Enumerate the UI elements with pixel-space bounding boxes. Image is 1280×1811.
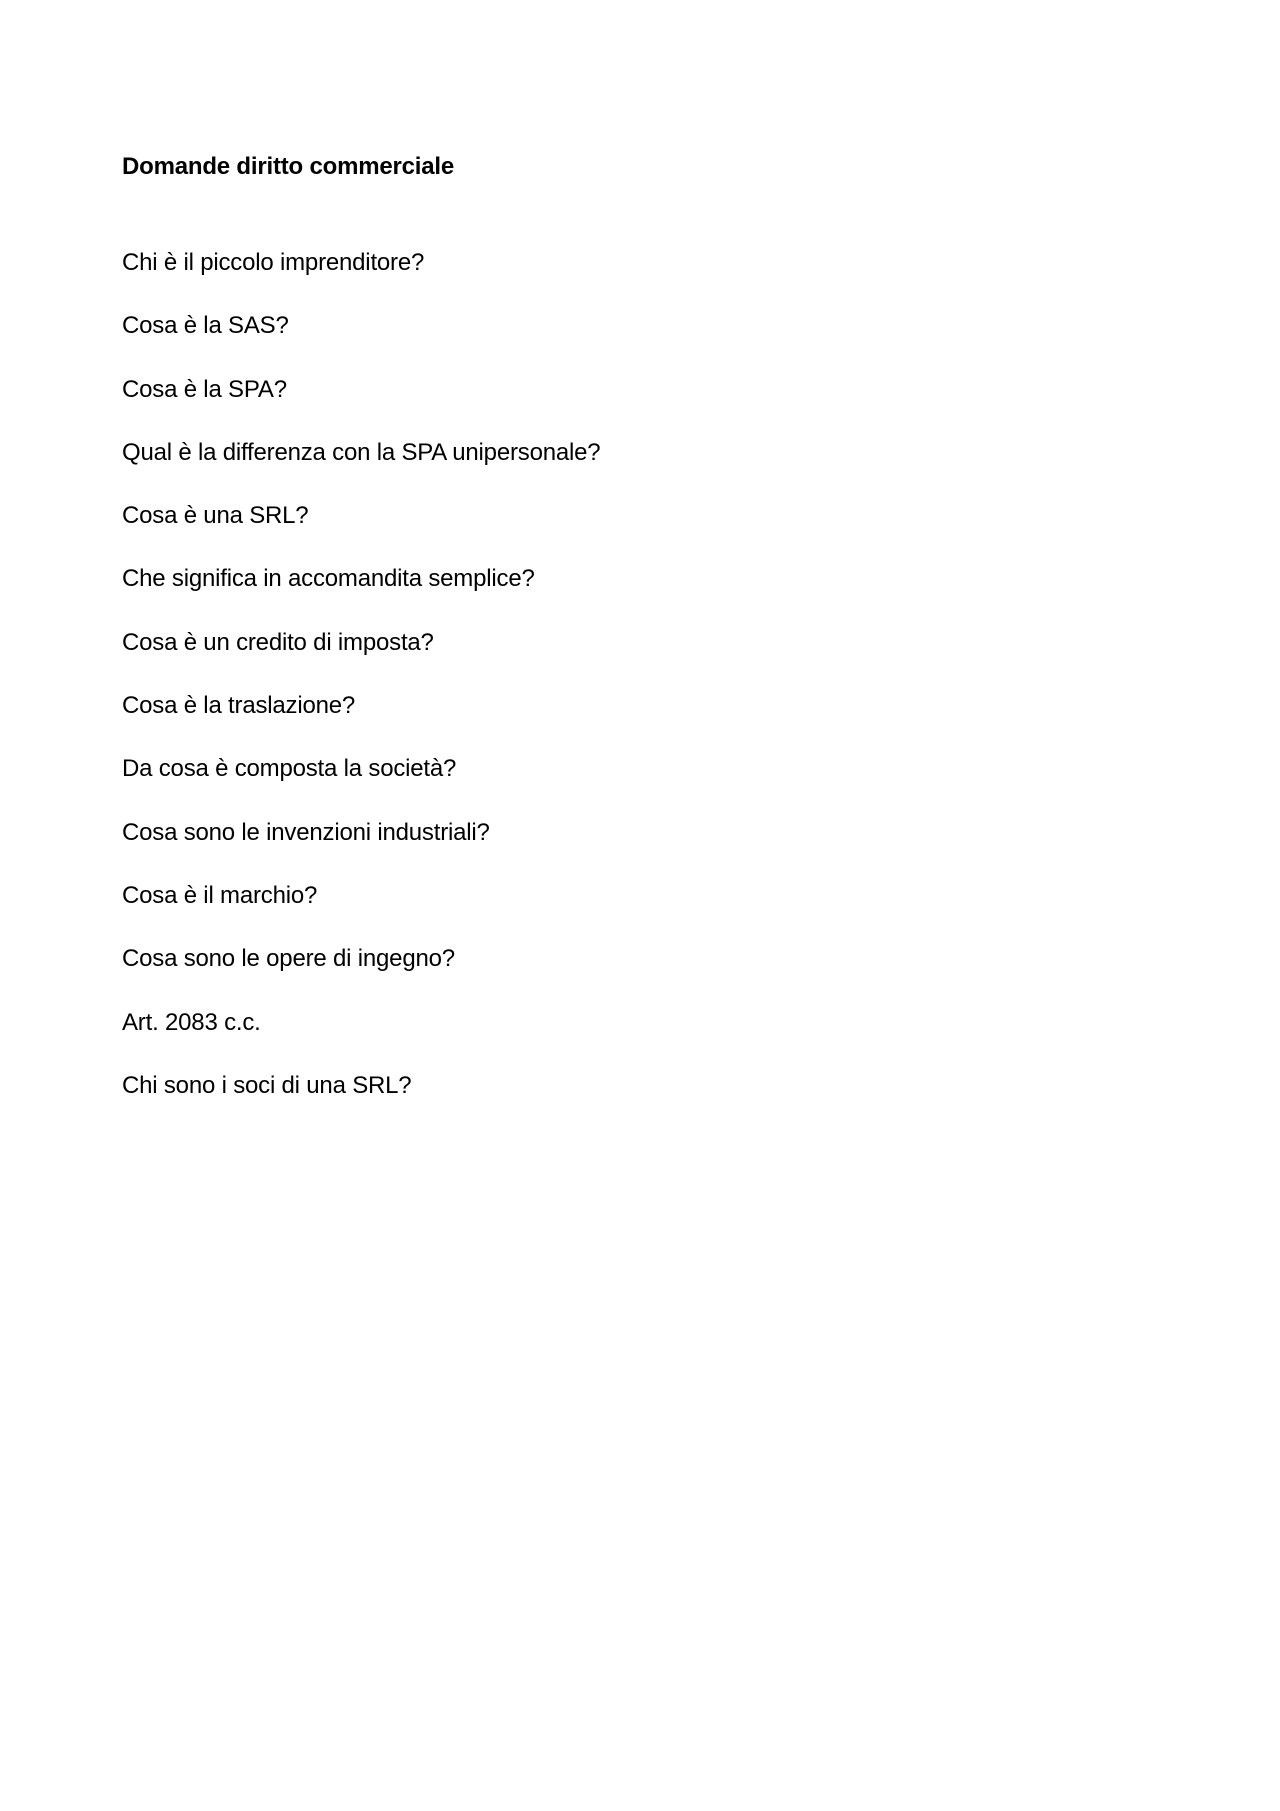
question-item: Cosa sono le invenzioni industriali? <box>122 818 490 846</box>
question-item: Che significa in accomandita semplice? <box>122 565 535 593</box>
question-list <box>122 249 600 1135</box>
question-item: Cosa è la traslazione? <box>122 692 356 720</box>
question-item: Cosa è la SAS? <box>122 312 289 340</box>
question-item: Cosa è il marchio? <box>122 881 318 909</box>
question-item: Cosa è una SRL? <box>122 502 309 530</box>
question-item: Cosa è la SPA? <box>122 375 287 403</box>
question-item: Art. 2083 c.c. <box>122 1008 261 1036</box>
question-item: Qual è la differenza con la SPA unipersonale? <box>122 438 601 466</box>
question-item: Cosa sono le opere di ingegno? <box>122 945 455 973</box>
document-title: Domande diritto commerciale <box>122 153 455 180</box>
question-item: Chi sono i soci di una SRL? <box>122 1071 412 1099</box>
question-item: Chi è il piccolo imprenditore? <box>122 249 425 276</box>
question-item: Da cosa è composta la società? <box>122 755 457 783</box>
question-item: Cosa è un credito di imposta? <box>122 628 434 656</box>
